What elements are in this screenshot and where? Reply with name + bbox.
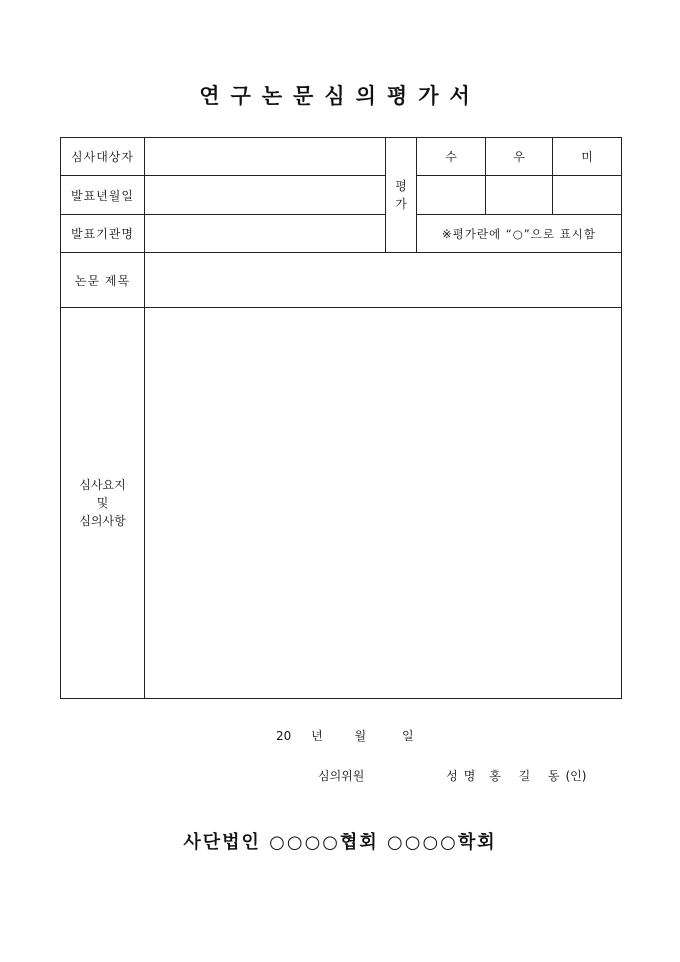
signature-line	[318, 767, 586, 784]
reviewer-role: 심의위원	[318, 769, 365, 783]
paper-title-label: 논문 제목	[61, 253, 145, 308]
name-label: 성명	[446, 769, 482, 783]
grade-cell-excellent[interactable]	[417, 176, 486, 215]
date-year-prefix: 20	[276, 729, 292, 743]
date-day-label: 일	[401, 729, 414, 743]
date-year-label: 년	[311, 729, 323, 743]
pub-date-field[interactable]	[145, 176, 386, 215]
evaluation-note: ※평가란에 “○”으로 표시함	[417, 215, 622, 253]
grade-header-excellent: 수	[417, 138, 486, 176]
seal-mark: (인)	[565, 769, 587, 783]
subject-field[interactable]	[145, 138, 386, 176]
date-month-label: 월	[354, 729, 367, 743]
organization-name: 사단법인 ○○○○협회 ○○○○학회	[183, 832, 497, 853]
pub-org-label: 발표기관명	[61, 215, 145, 253]
evaluation-label	[386, 138, 417, 253]
summary-label-1: 심사요지	[79, 478, 126, 492]
summary-label	[61, 308, 145, 699]
evaluation-form-table	[60, 137, 622, 699]
grade-header-good: 우	[486, 138, 553, 176]
grade-cell-good[interactable]	[486, 176, 553, 215]
pub-org-field[interactable]	[145, 215, 386, 253]
summary-field[interactable]	[145, 308, 622, 699]
grade-header-fair: 미	[553, 138, 622, 176]
paper-title-field[interactable]	[145, 253, 622, 308]
date-line	[276, 727, 414, 744]
evaluation-label-1: 평	[395, 179, 407, 193]
subject-label: 심사대상자	[61, 138, 145, 176]
pub-date-label: 발표년월일	[61, 176, 145, 215]
document-title: 연구논문심의평가서	[199, 83, 481, 108]
summary-label-3: 심의사항	[79, 514, 126, 528]
evaluation-label-2: 가	[395, 197, 407, 211]
reviewer-name: 홍 길 동	[489, 769, 560, 783]
summary-label-2: 및	[96, 496, 109, 510]
grade-cell-fair[interactable]	[553, 176, 622, 215]
